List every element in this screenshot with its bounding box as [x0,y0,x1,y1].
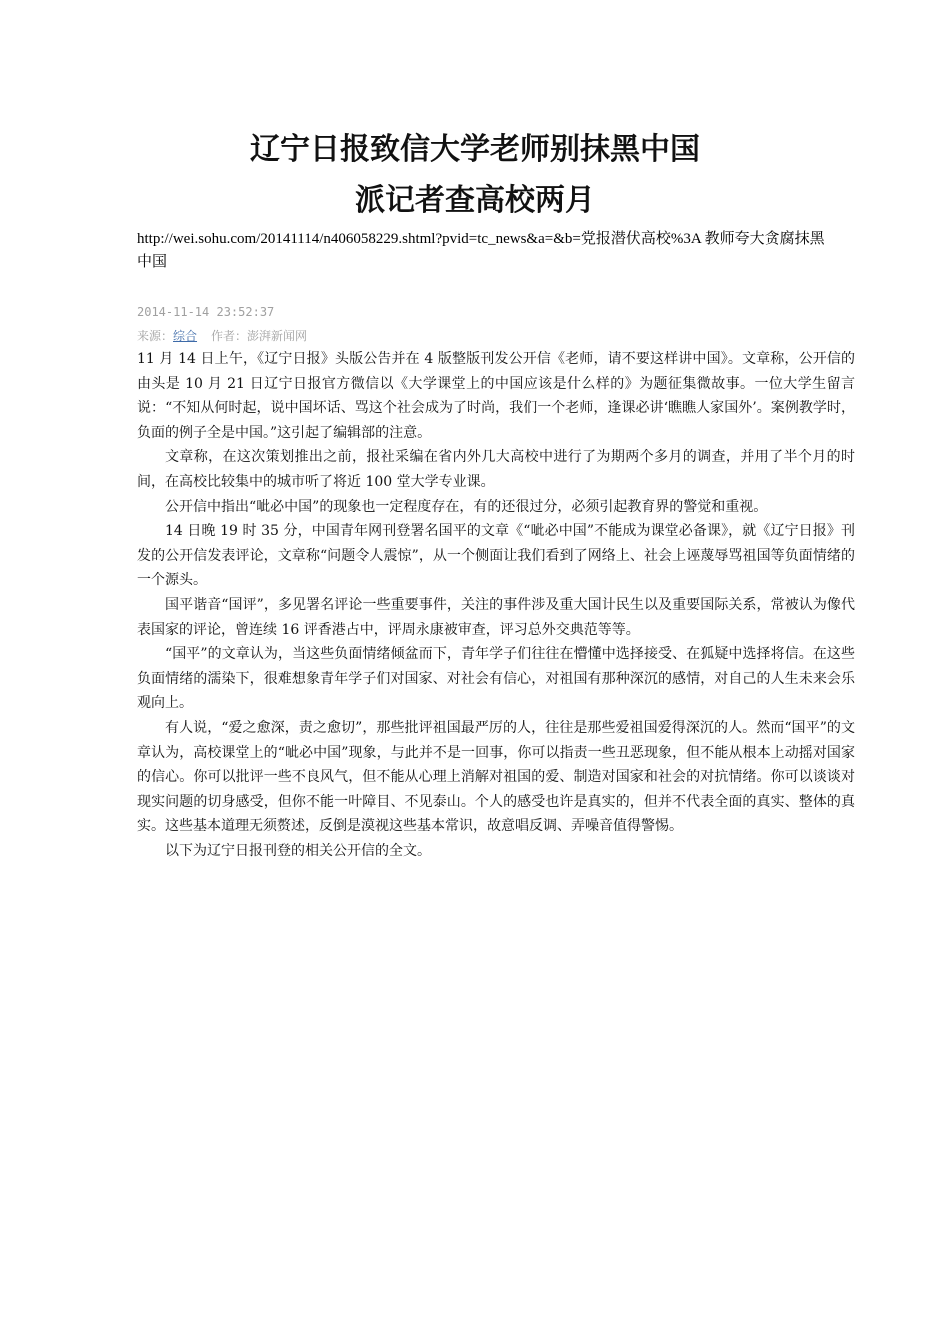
paragraph: 公开信中指出“呲必中国”的现象也一定程度存在，有的还很过分，必须引起教育界的警觉和重视。 [165,498,768,515]
paragraph: “国平”的文章认为，当这些负面情绪倾盆而下，青年学子们往往在懵懂中选择接受、在狐疑中选择将信。在这些负面情绪的濡染下，很难想象青年学子们对国家、对社会有信心，对祖国有那种深沉的感情，对自己的人生未来会乐观向上。 [137,646,855,712]
publish-timestamp: 2014-11-14 23:52:37 [137,305,275,319]
paragraph: 11 月 14 日上午，《辽宁日报》头版公告并在 4 版整版刊发公开信《老师，请不要这样讲中国》。文章称，公开信的由头是 10 月 21 日辽宁日报官方微信以《大学课堂上的中国应该是什么样的》为题征集微故事。一位大学生留言说：“不知从何时起，说中国坏话、骂这个社会成为了时尚，我们一个老师，逢课必讲‘瞧瞧人家国外’。案例教学时，负面的例子全是中国。”这引起了编辑部的注意。 [137,351,855,441]
paragraph: 以下为辽宁日报刊登的相关公开信的全文。 [165,842,431,859]
paragraph: 文章称，在这次策划推出之前，报社采编在省内外几大高校中进行了为期两个多月的调查，并用了半个月的时间，在高校比较集中的城市听了将近 100 堂大学专业课。 [137,449,855,490]
source-label: 来源： [137,329,174,343]
author-name: 澎湃新闻网 [247,329,308,343]
article-title-line-2: 派记者查高校两月 [355,183,595,218]
article-body [137,347,855,863]
article-title-line-1: 辽宁日报致信大学老师别抹黑中国 [250,132,700,167]
source-url: http://wei.sohu.com/20141114/n406058229.shtml?pvid=tc_news&a=&b=党报潜伏高校%3A 教师夸大贪腐抹黑中国 [137,231,825,270]
paragraph: 国平谐音“国评”，多见署名评论一些重要事件，关注的事件涉及重大国计民生以及重要国际关系，常被认为像代表国家的评论，曾连续 16 评香港占中，评周永康被审查，评习总外交典范等等。 [137,596,855,638]
author-label: 作者： [211,329,248,343]
paragraph: 14 日晚 19 时 35 分，中国青年网刊登署名国平的文章《“呲必中国”不能成为课堂必备课》，就《辽宁日报》刊发的公开信发表评论，文章称“问题令人震惊”，从一个侧面让我们看到了网络上、社会上诬蔑辱骂祖国等负面情绪的一个源头。 [137,523,855,589]
source-link[interactable]: 综合 [173,329,198,343]
article-meta [137,327,307,345]
paragraph: 有人说，“爱之愈深，责之愈切”，那些批评祖国最严厉的人，往往是那些爱祖国爱得深沉的人。然而“国平”的文章认为，高校课堂上的“呲必中国”现象，与此并不是一回事，你可以指责一些丑恶现象，但不能从根本上动摇对国家的信心。你可以批评一些不良风气，但不能从心理上消解对祖国的爱、制造对国家和社会的对抗情绪。你可以谈谈对现实问题的切身感受，但你不能一叶障目、不见泰山。个人的感受也许是真实的，但并不代表全面的真实、整体的真实。这些基本道理无须赘述，反倒是漠视这些基本常识，故意唱反调、弄噪音值得警惕。 [137,719,855,835]
